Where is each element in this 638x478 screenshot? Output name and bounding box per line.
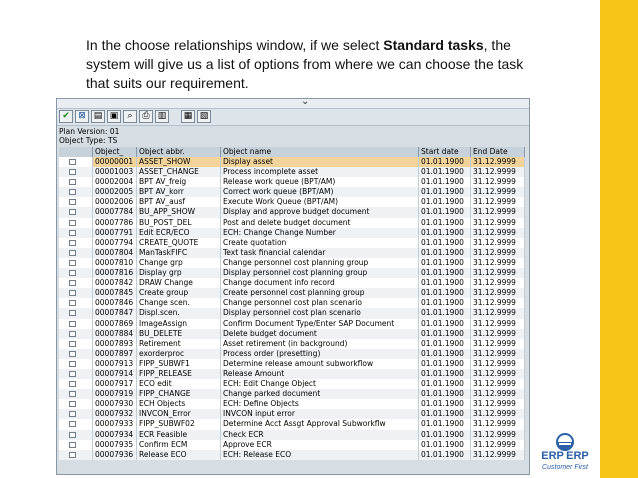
end-date-cell: 31.12.9999 <box>471 248 525 258</box>
object-type: Object Type: TS <box>59 136 118 145</box>
find-next-icon[interactable]: ⎙ <box>139 110 153 123</box>
object-abbr-cell: FIPP_RELEASE <box>137 369 221 379</box>
start-date-cell: 01.01.1900 <box>419 319 471 329</box>
start-date-cell: 01.01.1900 <box>419 450 471 460</box>
table-row[interactable] <box>59 308 525 318</box>
slide-text <box>86 36 526 93</box>
object-name-cell: Execute Work Queue (BPT/AM) <box>221 197 419 207</box>
object-abbr-cell: exorderproc <box>137 349 221 359</box>
row-select-cell <box>59 409 93 419</box>
row-checkbox[interactable] <box>69 189 76 195</box>
row-select-cell <box>59 329 93 339</box>
object-abbr-cell: DRAW Change <box>137 278 221 288</box>
row-checkbox[interactable] <box>69 421 76 427</box>
object-abbr-cell: ManTaskFIFC <box>137 248 221 258</box>
end-date-cell: 31.12.9999 <box>471 278 525 288</box>
object-name-cell: Change personnel cost plan scenario <box>221 298 419 308</box>
table-row[interactable] <box>59 278 525 288</box>
end-date-cell: 31.12.9999 <box>471 238 525 248</box>
row-select-cell <box>59 177 93 187</box>
start-date-cell: 01.01.1900 <box>419 308 471 318</box>
table-row[interactable] <box>59 430 525 440</box>
end-date-cell: 31.12.9999 <box>471 319 525 329</box>
start-date-cell: 01.01.1900 <box>419 440 471 450</box>
object-name-cell: Determine release amount subworkflow <box>221 359 419 369</box>
table-row[interactable] <box>59 167 525 177</box>
start-date-cell: 01.01.1900 <box>419 298 471 308</box>
row-checkbox[interactable] <box>69 169 76 175</box>
end-date-cell: 31.12.9999 <box>471 268 525 278</box>
row-select-cell <box>59 167 93 177</box>
end-date-cell: 31.12.9999 <box>471 187 525 197</box>
table-row[interactable] <box>59 288 525 298</box>
header-select[interactable] <box>59 147 93 157</box>
row-select-cell <box>59 379 93 389</box>
row-checkbox[interactable] <box>69 371 76 377</box>
end-date-cell: 31.12.9999 <box>471 298 525 308</box>
row-checkbox[interactable] <box>69 391 76 397</box>
object-id-cell: 00007913 <box>93 359 137 369</box>
row-select-cell <box>59 419 93 429</box>
table-row[interactable] <box>59 399 525 409</box>
row-checkbox[interactable] <box>69 411 76 417</box>
row-checkbox[interactable] <box>69 300 76 306</box>
start-date-cell: 01.01.1900 <box>419 349 471 359</box>
object-name-cell: Check ECR <box>221 430 419 440</box>
object-abbr-cell: Edit ECR/ECO <box>137 228 221 238</box>
object-name-cell: Confirm Document Type/Enter SAP Document <box>221 319 419 329</box>
object-id-cell: 00002006 <box>93 197 137 207</box>
table-row[interactable] <box>59 248 525 258</box>
object-abbr-cell: Displ.scen. <box>137 308 221 318</box>
table-row[interactable] <box>59 268 525 278</box>
start-date-cell: 01.01.1900 <box>419 409 471 419</box>
table-header <box>59 147 525 157</box>
table-row[interactable] <box>59 409 525 419</box>
sort-icon[interactable]: ▥ <box>155 110 169 123</box>
row-checkbox[interactable] <box>69 442 76 448</box>
object-info <box>59 127 119 145</box>
row-select-cell <box>59 440 93 450</box>
object-abbr-cell: Retirement <box>137 339 221 349</box>
object-id-cell: 00007919 <box>93 389 137 399</box>
row-checkbox[interactable] <box>69 321 76 327</box>
object-id-cell: 00007936 <box>93 450 137 460</box>
gold-side-bar <box>600 0 638 478</box>
start-date-cell: 01.01.1900 <box>419 177 471 187</box>
row-select-cell <box>59 430 93 440</box>
row-select-cell <box>59 197 93 207</box>
table-row[interactable] <box>59 440 525 450</box>
table-body <box>59 157 525 460</box>
object-abbr-cell: ASSET_CHANGE <box>137 167 221 177</box>
end-date-cell: 31.12.9999 <box>471 359 525 369</box>
object-id-cell: 00007786 <box>93 218 137 228</box>
table-row[interactable] <box>59 187 525 197</box>
end-date-cell: 31.12.9999 <box>471 440 525 450</box>
end-date-cell: 31.12.9999 <box>471 450 525 460</box>
object-abbr-cell: BPT AV_ausf <box>137 197 221 207</box>
row-select-cell <box>59 218 93 228</box>
object-id-cell: 00001003 <box>93 167 137 177</box>
slide-text-part1: In the choose relationships window, if we select <box>86 37 384 53</box>
start-date-cell: 01.01.1900 <box>419 248 471 258</box>
table-row[interactable] <box>59 349 525 359</box>
row-select-cell <box>59 207 93 217</box>
object-abbr-cell: BU_POST_DEL <box>137 218 221 228</box>
row-checkbox[interactable] <box>69 270 76 276</box>
object-name-cell: Display and approve budget document <box>221 207 419 217</box>
row-select-cell <box>59 450 93 460</box>
object-abbr-cell: ECH Objects <box>137 399 221 409</box>
object-abbr-cell: Display grp <box>137 268 221 278</box>
object-id-cell: 00007893 <box>93 339 137 349</box>
object-abbr-cell: BPT AV_freig <box>137 177 221 187</box>
object-abbr-cell: ImageAssign <box>137 319 221 329</box>
row-checkbox[interactable] <box>69 361 76 367</box>
save-icon[interactable]: ▣ <box>107 110 121 123</box>
start-date-cell: 01.01.1900 <box>419 218 471 228</box>
header-start-date[interactable]: Start date <box>419 147 471 157</box>
row-checkbox[interactable] <box>69 310 76 316</box>
table-row[interactable] <box>59 207 525 217</box>
object-id-cell: 00007804 <box>93 248 137 258</box>
start-date-cell: 01.01.1900 <box>419 339 471 349</box>
object-name-cell: Approve ECR <box>221 440 419 450</box>
object-name-cell: Change personnel cost planning group <box>221 258 419 268</box>
erp-logo <box>532 431 598 475</box>
start-date-cell: 01.01.1900 <box>419 379 471 389</box>
start-date-cell: 01.01.1900 <box>419 187 471 197</box>
table-row[interactable] <box>59 177 525 187</box>
slide-text-part2: , the system will give us a list of options from where we can choose the task that suits our requirement. <box>86 37 524 91</box>
start-date-cell: 01.01.1900 <box>419 369 471 379</box>
logo-tagline: Customer First <box>542 464 588 471</box>
check-icon[interactable]: ✔ <box>59 110 73 123</box>
table-row[interactable] <box>59 238 525 248</box>
end-date-cell: 31.12.9999 <box>471 409 525 419</box>
end-date-cell: 31.12.9999 <box>471 379 525 389</box>
end-date-cell: 31.12.9999 <box>471 197 525 207</box>
object-id-cell: 00007791 <box>93 228 137 238</box>
table-row[interactable] <box>59 157 525 167</box>
object-name-cell: Text task financial calendar <box>221 248 419 258</box>
window-top-strip <box>57 99 529 109</box>
object-name-cell: Create personnel cost planning group <box>221 288 419 298</box>
start-date-cell: 01.01.1900 <box>419 419 471 429</box>
object-name-cell: Change parked document <box>221 389 419 399</box>
end-date-cell: 31.12.9999 <box>471 167 525 177</box>
object-abbr-cell: BU_APP_SHOW <box>137 207 221 217</box>
start-date-cell: 01.01.1900 <box>419 167 471 177</box>
cursor-caret-icon: ⌄ <box>301 98 310 107</box>
object-name-cell: Release Amount <box>221 369 419 379</box>
object-id-cell: 00002004 <box>93 177 137 187</box>
row-select-cell <box>59 278 93 288</box>
row-checkbox[interactable] <box>69 220 76 226</box>
header-object-id[interactable]: Object_ <box>93 147 137 157</box>
slide-text-bold: Standard tasks <box>383 37 484 53</box>
table-row[interactable] <box>59 228 525 238</box>
print-icon[interactable]: ▤ <box>91 110 105 123</box>
end-date-cell: 31.12.9999 <box>471 399 525 409</box>
object-name-cell: Delete budget document <box>221 329 419 339</box>
row-select-cell <box>59 187 93 197</box>
object-abbr-cell: Confirm ECM <box>137 440 221 450</box>
row-checkbox[interactable] <box>69 240 76 246</box>
object-id-cell: 00007816 <box>93 268 137 278</box>
end-date-cell: 31.12.9999 <box>471 339 525 349</box>
object-id-cell: 00007932 <box>93 409 137 419</box>
end-date-cell: 31.12.9999 <box>471 218 525 228</box>
object-abbr-cell: BU_DELETE <box>137 329 221 339</box>
row-checkbox[interactable] <box>69 401 76 407</box>
row-checkbox[interactable] <box>69 331 76 337</box>
end-date-cell: 31.12.9999 <box>471 349 525 359</box>
table-row[interactable] <box>59 359 525 369</box>
object-abbr-cell: FIPP_CHANGE <box>137 389 221 399</box>
object-abbr-cell: Release ECO <box>137 450 221 460</box>
object-name-cell: ECH: Release ECO <box>221 450 419 460</box>
object-name-cell: Process order (presetting) <box>221 349 419 359</box>
row-select-cell <box>59 268 93 278</box>
row-checkbox[interactable] <box>69 179 76 185</box>
details-icon[interactable]: ▦ <box>181 110 195 123</box>
object-id-cell: 00007884 <box>93 329 137 339</box>
row-select-cell <box>59 369 93 379</box>
object-name-cell: Display asset <box>221 157 419 167</box>
object-abbr-cell: CREATE_QUOTE <box>137 238 221 248</box>
object-id-cell: 00007933 <box>93 419 137 429</box>
select-all-icon[interactable]: ⊠ <box>75 110 89 123</box>
end-date-cell: 31.12.9999 <box>471 177 525 187</box>
table-row[interactable] <box>59 258 525 268</box>
start-date-cell: 01.01.1900 <box>419 228 471 238</box>
row-checkbox[interactable] <box>69 230 76 236</box>
row-select-cell <box>59 228 93 238</box>
object-id-cell: 00007846 <box>93 298 137 308</box>
row-select-cell <box>59 359 93 369</box>
row-select-cell <box>59 238 93 248</box>
object-name-cell: ECH: Change Change Number <box>221 228 419 238</box>
row-select-cell <box>59 399 93 409</box>
row-checkbox[interactable] <box>69 381 76 387</box>
toolbar <box>57 109 529 126</box>
object-name-cell: Display personnel cost plan scenario <box>221 308 419 318</box>
find-icon[interactable]: ⌕ <box>123 110 137 123</box>
object-id-cell: 00007897 <box>93 349 137 359</box>
table-row[interactable] <box>59 379 525 389</box>
start-date-cell: 01.01.1900 <box>419 329 471 339</box>
object-name-cell: Process incomplete asset <box>221 167 419 177</box>
start-date-cell: 01.01.1900 <box>419 258 471 268</box>
end-date-cell: 31.12.9999 <box>471 419 525 429</box>
end-date-cell: 31.12.9999 <box>471 207 525 217</box>
row-checkbox[interactable] <box>69 341 76 347</box>
table-row[interactable] <box>59 419 525 429</box>
object-id-cell: 00007934 <box>93 430 137 440</box>
object-id-cell: 00000001 <box>93 157 137 167</box>
row-select-cell <box>59 157 93 167</box>
object-name-cell: Determine Acct Assgt Approval Subworkflw <box>221 419 419 429</box>
table-row[interactable] <box>59 450 525 460</box>
object-name-cell: Post and delete budget document <box>221 218 419 228</box>
table-row[interactable] <box>59 339 525 349</box>
object-id-cell: 00002005 <box>93 187 137 197</box>
row-checkbox[interactable] <box>69 159 76 165</box>
plan-version: Plan Version: 01 <box>59 127 120 136</box>
table-row[interactable] <box>59 319 525 329</box>
table-row[interactable] <box>59 369 525 379</box>
end-date-cell: 31.12.9999 <box>471 258 525 268</box>
header-object-name[interactable]: Object name <box>221 147 419 157</box>
object-abbr-cell: FIPP_SUBWF02 <box>137 419 221 429</box>
end-date-cell: 31.12.9999 <box>471 157 525 167</box>
row-select-cell <box>59 319 93 329</box>
header-object-abbr[interactable]: Object abbr. <box>137 147 221 157</box>
start-date-cell: 01.01.1900 <box>419 238 471 248</box>
row-select-cell <box>59 349 93 359</box>
row-select-cell <box>59 248 93 258</box>
start-date-cell: 01.01.1900 <box>419 278 471 288</box>
start-date-cell: 01.01.1900 <box>419 399 471 409</box>
object-abbr-cell: Change grp <box>137 258 221 268</box>
object-name-cell: Correct work queue (BPT/AM) <box>221 187 419 197</box>
table-row[interactable] <box>59 389 525 399</box>
object-name-cell: Release work queue (BPT/AM) <box>221 177 419 187</box>
object-abbr-cell: ASSET_SHOW <box>137 157 221 167</box>
row-checkbox[interactable] <box>69 452 76 458</box>
table-row[interactable] <box>59 329 525 339</box>
layout-icon[interactable]: ▧ <box>197 110 211 123</box>
object-abbr-cell: ECR Feasible <box>137 430 221 440</box>
object-id-cell: 00007930 <box>93 399 137 409</box>
header-end-date[interactable]: End Date <box>471 147 525 157</box>
object-id-cell: 00007845 <box>93 288 137 298</box>
start-date-cell: 01.01.1900 <box>419 389 471 399</box>
start-date-cell: 01.01.1900 <box>419 207 471 217</box>
row-select-cell <box>59 339 93 349</box>
object-id-cell: 00007847 <box>93 308 137 318</box>
object-id-cell: 00007914 <box>93 369 137 379</box>
sap-window <box>56 98 530 475</box>
object-id-cell: 00007784 <box>93 207 137 217</box>
row-checkbox[interactable] <box>69 260 76 266</box>
object-abbr-cell: Create group <box>137 288 221 298</box>
object-abbr-cell: FIPP_SUBWF1 <box>137 359 221 369</box>
object-abbr-cell: Change scen. <box>137 298 221 308</box>
object-id-cell: 00007917 <box>93 379 137 389</box>
start-date-cell: 01.01.1900 <box>419 157 471 167</box>
object-name-cell: Create quotation <box>221 238 419 248</box>
start-date-cell: 01.01.1900 <box>419 359 471 369</box>
row-checkbox[interactable] <box>69 209 76 215</box>
object-name-cell: INVCON input error <box>221 409 419 419</box>
row-select-cell <box>59 288 93 298</box>
object-id-cell: 00007935 <box>93 440 137 450</box>
row-checkbox[interactable] <box>69 199 76 205</box>
object-name-cell: Asset retirement (in background) <box>221 339 419 349</box>
start-date-cell: 01.01.1900 <box>419 268 471 278</box>
object-id-cell: 00007810 <box>93 258 137 268</box>
end-date-cell: 31.12.9999 <box>471 329 525 339</box>
object-name-cell: Display personnel cost planning group <box>221 268 419 278</box>
end-date-cell: 31.12.9999 <box>471 288 525 298</box>
start-date-cell: 01.01.1900 <box>419 430 471 440</box>
object-abbr-cell: BPT AV_korr <box>137 187 221 197</box>
row-checkbox[interactable] <box>69 250 76 256</box>
object-id-cell: 00007842 <box>93 278 137 288</box>
end-date-cell: 31.12.9999 <box>471 430 525 440</box>
logo-text: ERP ERP <box>541 450 589 462</box>
table-row[interactable] <box>59 197 525 207</box>
object-id-cell: 00007869 <box>93 319 137 329</box>
object-abbr-cell: INVCON_Error <box>137 409 221 419</box>
start-date-cell: 01.01.1900 <box>419 288 471 298</box>
object-abbr-cell: ECO edit <box>137 379 221 389</box>
row-select-cell <box>59 298 93 308</box>
row-select-cell <box>59 308 93 318</box>
row-checkbox[interactable] <box>69 280 76 286</box>
table-row[interactable] <box>59 218 525 228</box>
object-name-cell: Change document info record <box>221 278 419 288</box>
end-date-cell: 31.12.9999 <box>471 228 525 238</box>
row-checkbox[interactable] <box>69 290 76 296</box>
row-select-cell <box>59 389 93 399</box>
start-date-cell: 01.01.1900 <box>419 197 471 207</box>
end-date-cell: 31.12.9999 <box>471 308 525 318</box>
object-name-cell: ECH: Define Objects <box>221 399 419 409</box>
end-date-cell: 31.12.9999 <box>471 389 525 399</box>
object-id-cell: 00007794 <box>93 238 137 248</box>
table-row[interactable] <box>59 298 525 308</box>
end-date-cell: 31.12.9999 <box>471 369 525 379</box>
row-checkbox[interactable] <box>69 351 76 357</box>
object-name-cell: ECH: Edit Change Object <box>221 379 419 389</box>
row-checkbox[interactable] <box>69 432 76 438</box>
row-select-cell <box>59 258 93 268</box>
